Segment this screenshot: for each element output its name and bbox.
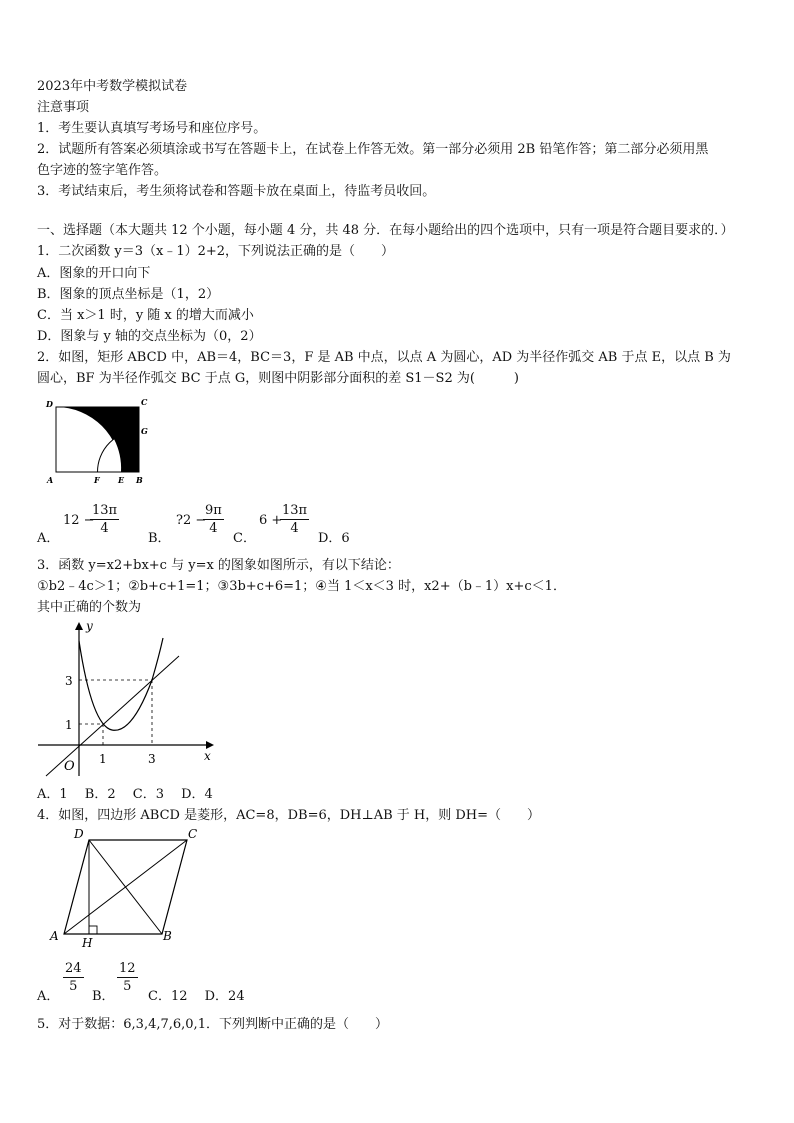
q3-function-graph bbox=[34, 616, 219, 784]
label-d: D bbox=[74, 827, 84, 841]
tick-label-x-3: 3 bbox=[148, 752, 156, 766]
q2-stem-line2: 圆心，BF 为半径作弧交 BC 于点 G，则图中阴影部分面积的差 S1－S2 为( ) bbox=[37, 371, 519, 386]
q4-rhombus-figure bbox=[40, 826, 210, 950]
q5-stem: 5．对于数据：6,3,4,7,6,0,1．下列判断中正确的是（ ） bbox=[37, 1017, 388, 1032]
origin-label: O bbox=[64, 759, 75, 774]
q3-question: 其中正确的个数为 bbox=[37, 600, 142, 615]
label-b: B bbox=[136, 475, 143, 485]
y-axis-arrow bbox=[75, 622, 83, 630]
fraction-numerator: 9π bbox=[205, 503, 222, 518]
exam-title: 2023年中考数学模拟试卷 bbox=[37, 79, 188, 94]
q2-stem-line1: 2．如图，矩形 ABCD 中，AB＝4，BC＝3，F 是 AB 中点，以点 A 为圆心，AD 为半径作弧交 AB 于点 E，以点 B 为 bbox=[37, 350, 731, 365]
tick-label-y-1: 1 bbox=[65, 718, 73, 732]
q2-option-c-pre: 6 + bbox=[259, 513, 283, 528]
q1-option-a: A．图象的开口向下 bbox=[37, 266, 151, 281]
fraction-denominator: 5 bbox=[69, 979, 78, 994]
q4-option-b-label: B． bbox=[92, 989, 115, 1004]
label-c: C bbox=[141, 397, 148, 407]
q1-option-d: D．图象与 y 轴的交点坐标为（0，2） bbox=[37, 329, 262, 344]
q2-option-b-label: B． bbox=[148, 531, 171, 546]
label-b: B bbox=[163, 929, 172, 943]
q1-option-b: B．图象的顶点坐标是（1，2） bbox=[37, 287, 220, 302]
label-a: A bbox=[50, 929, 59, 943]
q2-option-c-label: C． bbox=[233, 531, 256, 546]
q2-option-b-pre: ?2 − bbox=[176, 513, 207, 528]
q4-option-a-fraction bbox=[63, 960, 84, 995]
note-2-cont: 色字迹的签字笔作答。 bbox=[37, 163, 168, 178]
label-g: G bbox=[141, 426, 148, 436]
q3-stem: 3．函数 y=x2+bx+c 与 y=x 的图象如图所示，有以下结论： bbox=[37, 558, 400, 573]
q1-stem: 1．二次函数 y＝3（x﹣1）2+2，下列说法正确的是（ ） bbox=[37, 244, 395, 259]
fraction-denominator: 5 bbox=[123, 979, 132, 994]
q3-options: A．1 B．2 C．3 D．4 bbox=[37, 787, 213, 802]
q4-option-b-fraction bbox=[117, 960, 138, 995]
label-d: D bbox=[46, 399, 53, 409]
fraction-denominator: 4 bbox=[100, 521, 109, 536]
right-angle-mark bbox=[89, 926, 97, 934]
axis-label-x: x bbox=[204, 749, 211, 763]
fraction-denominator: 4 bbox=[290, 521, 299, 536]
label-a: A bbox=[47, 475, 54, 485]
q2-option-a-label: A． bbox=[37, 531, 60, 546]
axis-label-y: y bbox=[86, 619, 93, 633]
fraction-numerator: 13π bbox=[282, 503, 308, 518]
q1-option-c: C．当 x＞1 时，y 随 x 的增大而减小 bbox=[37, 308, 254, 323]
q2-option-b-fraction bbox=[203, 502, 224, 537]
note-3: 3．考试结束后，考生须将试卷和答题卡放在桌面上，待监考员收回。 bbox=[37, 184, 436, 199]
notice-title: 注意事项 bbox=[37, 100, 90, 115]
q2-option-a-fraction bbox=[90, 502, 119, 537]
fraction-numerator: 24 bbox=[65, 961, 82, 976]
label-h: H bbox=[82, 936, 93, 950]
fraction-numerator: 12 bbox=[119, 961, 136, 976]
x-axis-arrow bbox=[206, 741, 214, 749]
note-2: 2．试题所有答案必须填涂或书写在答题卡上，在试卷上作答无效。第一部分必须用 2B 铅笔作答；第二部分必须用黑 bbox=[37, 142, 709, 157]
q3-conditions: ①b2﹣4c＞1；②b+c+1=1；③3b+c+6=1；④当 1＜x＜3 时，x2+（b﹣1）x+c＜1． bbox=[37, 579, 566, 594]
tick-label-y-3: 3 bbox=[65, 674, 73, 688]
diagonal-db bbox=[89, 840, 162, 934]
tick-label-x-1: 1 bbox=[99, 752, 107, 766]
label-f: F bbox=[94, 475, 100, 485]
q2-rectangle-figure bbox=[44, 397, 149, 485]
label-e: E bbox=[118, 475, 125, 485]
section-heading: 一、选择题（本大题共 12 个小题，每小题 4 分，共 48 分．在每小题给出的四个选项中，只有一项是符合题目要求的．） bbox=[37, 223, 734, 238]
note-1: 1．考生要认真填写考场号和座位序号。 bbox=[37, 121, 267, 136]
q4-options-c-d: C．12 D．24 bbox=[148, 989, 245, 1004]
q4-stem: 4．如图，四边形 ABCD 是菱形，AC=8，DB=6，DH⊥AB 于 H，则 DH=（ ） bbox=[37, 808, 541, 823]
q4-option-a-label: A． bbox=[37, 989, 60, 1004]
parabola-curve bbox=[79, 638, 163, 730]
q2-option-d: D．6 bbox=[318, 531, 350, 546]
q2-option-a-pre: 12 − bbox=[63, 513, 95, 528]
fraction-numerator: 13π bbox=[92, 503, 118, 518]
label-c: C bbox=[188, 827, 198, 841]
q2-option-c-fraction bbox=[280, 502, 309, 537]
fraction-denominator: 4 bbox=[209, 521, 218, 536]
